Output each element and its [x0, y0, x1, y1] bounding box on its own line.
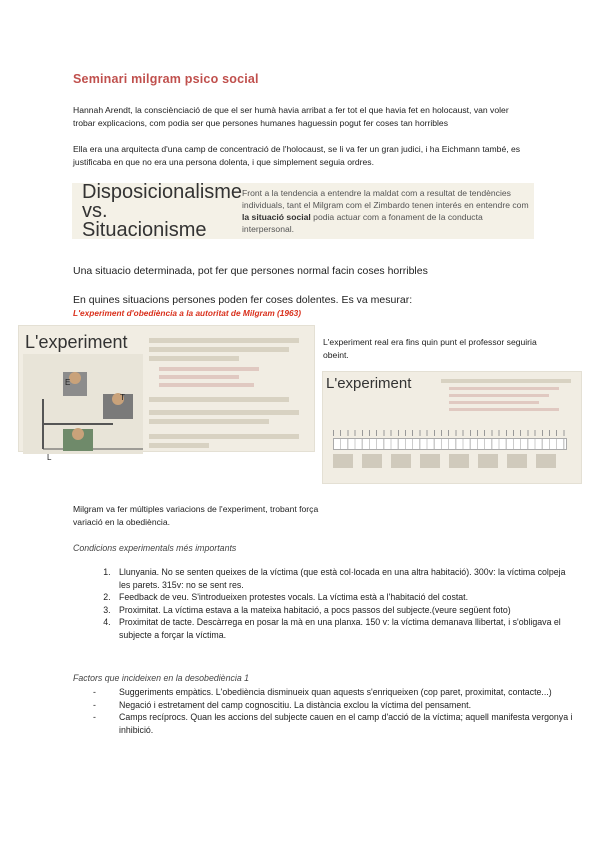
factors-list	[73, 686, 573, 736]
condition-item: 2. Feedback de veu. S'introdueixen protestes vocals. La víctima està a l'habitació del costat.	[113, 591, 573, 604]
strip-heading-line3: Situacionisme	[82, 219, 207, 241]
line-situacio: Una situacio determinada, pot fer que persones normal facin coses horribles	[73, 265, 428, 277]
conditions-list	[73, 566, 573, 642]
voltage-switches	[333, 438, 567, 450]
condition-item: 3. Proximitat. La víctima estava a la mateixa habitació, a pocs passos del subjecte.(veure següent foto)	[113, 604, 573, 617]
intro-paragraph-2: Ella era una arquitecta d'una camp de concentració de l'holocaust, se li va fer un gran judici, i ha Eichmann també, es justificaba en que no era una persona dolenta, i que simplement seguia ordres.	[73, 144, 521, 167]
experiment-diagram-image	[23, 354, 143, 454]
variations-paragraph: Milgram va fer múltiples variacions de l'experiment, trobant força variació en la obediència.	[73, 504, 319, 527]
label-t: T	[120, 393, 125, 402]
strip-heading-line1: Disposicionalisme	[82, 181, 243, 203]
factor-item: - Camps recíprocs. Quan les accions del subjecte cauen en el camp d'acció de la víctima; aquell manifesta vergonya i inhibició.	[113, 711, 573, 736]
condition-item: 4. Proximitat de tacte. Descàrrega en posar la mà en una planxa. 150 v: la víctima demanava llibertat, i s'obligava el subjecte a forçar la víctima.	[113, 616, 573, 641]
strip-heading	[82, 183, 242, 240]
page-title: Seminari milgram psico social	[73, 72, 259, 86]
strip-text-a: Front a la tendencia a entendre la maldat com a resultat de tendències individuals, tant el Milgram com el Zimbardo tenen interés en entendre com	[242, 188, 529, 210]
experiment-slide-1	[18, 325, 315, 462]
strip-text-bold: la situació social	[242, 212, 311, 222]
strip-text-b: podia actuar com a fonament de la conducta interpersonal.	[242, 212, 483, 234]
strip-heading-line2: vs.	[82, 200, 108, 222]
experiment-slide-2	[322, 371, 582, 484]
side-note: L'experiment real era fins quin punt el professor seguiria obeint.	[323, 337, 537, 360]
label-e: E	[65, 378, 71, 387]
slide2-blurred-text	[441, 377, 576, 413]
factor-item: - Suggeriments empàtics. L'obediència disminueix quan aquests s'enriqueixen (cop paret, proximitat, contacte...)	[113, 686, 573, 699]
intro-paragraph-1: Hannah Arendt, la consciènciació de que el ser humà havia arribat a fer tot el que havia fet en holocaust, van voler trobar explicacions, com podia ser que persones humanes haguessin pogut fer coses tan horribles	[73, 105, 509, 128]
slide2-title: L'experiment	[326, 375, 412, 392]
factor-item: - Negació i estretament del camp cognoscitiu. La distància exclou la víctima del pensament.	[113, 699, 573, 712]
slide1-title: L'experiment	[25, 332, 128, 352]
line-quines-situacions: En quines situacions persones poden fer coses dolentes. Es va mesurar:	[73, 294, 413, 306]
factors-heading: Factors que incideixen en la desobediència 1	[73, 673, 250, 683]
voltage-labels	[333, 454, 565, 468]
slide1-blurred-text	[149, 334, 309, 452]
strip-text	[242, 187, 532, 235]
voltage-scale-ticks	[333, 430, 565, 436]
condition-item: 1. Llunyania. No se senten queixes de la víctima (que està col·locada en una altra habitació). 300v: la víctima colpeja les parets. 315v: no se sent res.	[113, 566, 573, 591]
label-l: L	[47, 453, 52, 462]
conditions-heading: Condicions experimentals més importants	[73, 543, 237, 553]
milgram-experiment-heading: L'experiment d'obediència a la autoritat de Milgram (1963)	[73, 308, 302, 318]
disposicionalisme-slide	[72, 183, 534, 239]
